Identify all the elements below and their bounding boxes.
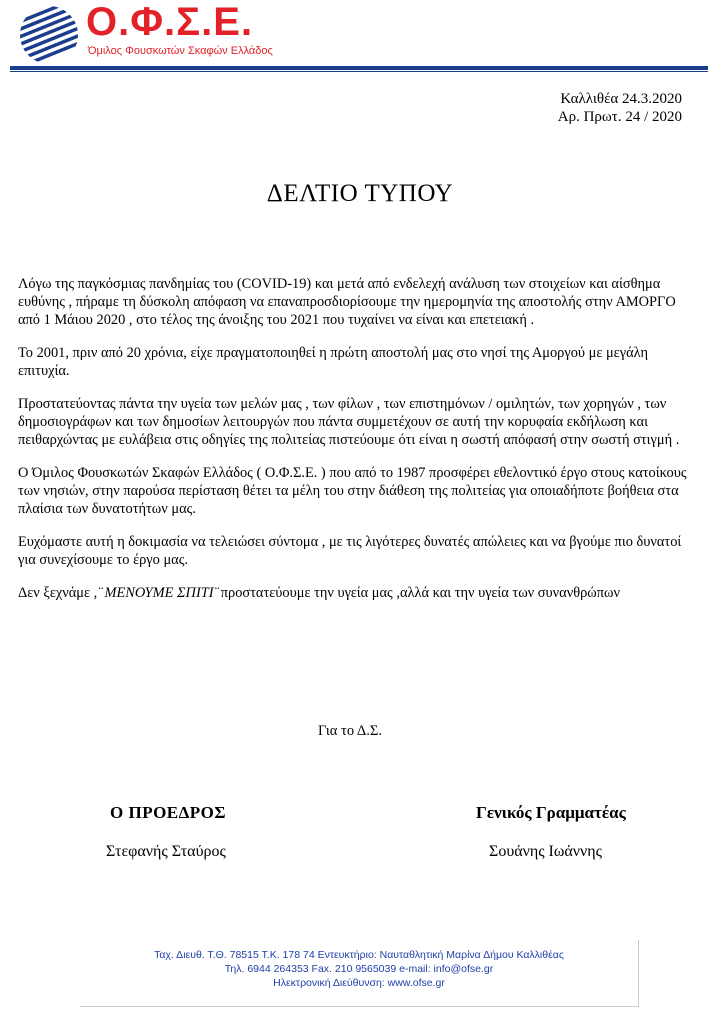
on-behalf-of-board: Για το Δ.Σ. [318,723,382,739]
paragraph-2: Το 2001, πριν από 20 χρόνια, είχε πραγματοποιηθεί η πρώτη αποστολή μας στο νησί της Αμοργού με μεγάλη επιτυχία. [18,345,649,379]
paragraph-6-end: ̈ προστατεύουμε την υγεία μας ,αλλά και την υγεία των συνανθρώπων [213,585,620,601]
logo-title: Ο.Φ.Σ.Ε. [86,0,254,44]
paragraph-1: Λόγω της παγκόσμιας πανδημίας του (COVID-19) και μετά από ενδελεχή ανάλυση των στοιχείων και αίσθημα ευθύνης , πήραμε τη δύσκολη απόφαση να επαναπροσδιορίσουμε την ημερομηνία της αποστολής στην ΑΜΟΡΓΟ από 1 Μάιου 2020 , στο τέλος της άνοιξης του 2021 που τυχαίνει να είναι και επετειακή . [18,276,676,328]
paragraph-4: Ο Όμιλος Φουσκωτών Σκαφών Ελλάδος ( Ο.Φ.Σ.Ε. ) που από το 1987 προσφέρει εθελοντικό έργο στους κατοίκους των νησιών, στην παρούσα περίσταση θέτει τα μέλη του στην διάθεση της πολιτείας για οποιαδήποτε βοήθεια στα πλαίσια των δυνατοτήτων μας. [18,465,687,517]
paragraph-6 [18,584,690,602]
press-release-body [18,275,690,617]
place-date: Καλλιθέα 24.3.2020 [560,91,682,107]
president-title: Ο ΠΡΟΕΔΡΟΣ [110,803,227,822]
footer-website: Ηλεκτρονική Διεύθυνση: www.ofse.gr [273,977,445,989]
paragraph-5: Ευχόμαστε αυτή η δοκιμασία να τελειώσει σύντομα , με τις λιγότερες δυνατές απώλειες και να βγούμε πιο δυνατοί για συνεχίσουμε το έργο μας. [18,534,682,568]
header-divider [10,66,708,70]
paragraph-6-start: Δεν ξεχνάμε , ̈ [18,585,105,601]
document-meta [558,90,682,126]
ofse-logo [18,2,278,68]
logo-subtitle: Όμιλος Φουσκωτών Σκαφών Ελλάδος [88,45,273,57]
footer-contact [80,940,639,1007]
document-title: ΔΕΛΤΙΟ ΤΥΠΟΥ [266,180,454,207]
footer-address: Ταχ. Διευθ. Τ.Θ. 78515 Τ.Κ. 178 74 Εντευκτήριο: Ναυταθλητική Μαρίνα Δήμου Καλλιθέας [154,949,564,961]
footer-phone-email: Τηλ. 6944 264353 Fax. 210 9565039 e-mail: info@ofse.gr [224,963,494,975]
president-name: Στεφανής Σταύρος [106,843,226,860]
secretary-title: Γενικός Γραμματέας [476,803,626,822]
protocol-number: Αρ. Πρωτ. 24 / 2020 [557,109,682,125]
stripes-sphere-icon [18,4,80,66]
header-divider-thin [10,71,708,72]
stay-home-slogan: ΜΕΝΟΥΜΕ ΣΠΙΤΙ [104,585,214,601]
paragraph-3: Προστατεύοντας πάντα την υγεία των μελών μας , των φίλων , των επιστημόνων / ομιλητών, των χορηγών , των δημοσιογράφων και των δημοσίων λειτουργών που πάντα συμμετέχουν σε αυτή την κορυφαία εκδήλωση και πειθαρχώντας με ευλάβεια στις οδηγίες της πολιτείας πιστεύουμε ότι είναι η σωστή απόφασή στην σωστή στιγμή . [18,396,680,448]
secretary-name: Σουάνης Ιωάννης [489,843,602,860]
